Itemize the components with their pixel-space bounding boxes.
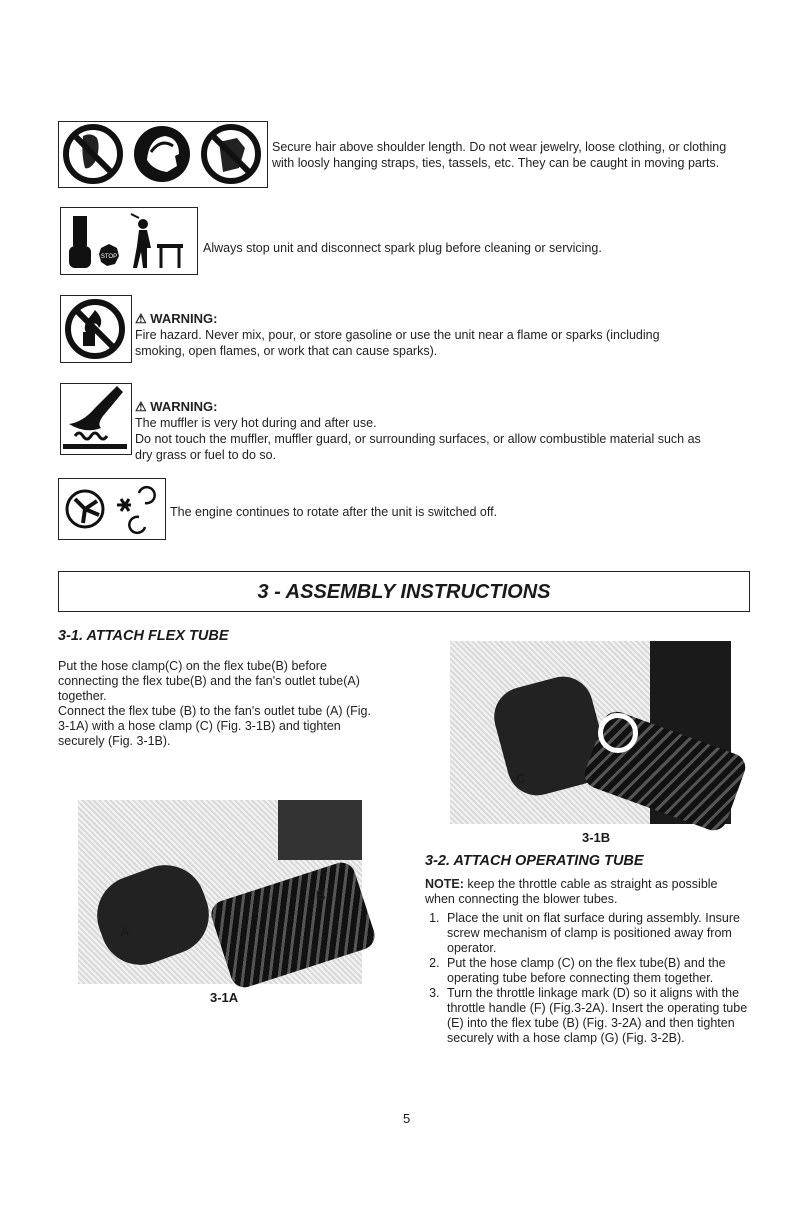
step-1: 1. Place the unit on flat surface during assembly. Insure screw mechanism of clamp is positioned away from operator. <box>443 911 750 956</box>
rotating-fan-icon-box <box>58 478 166 540</box>
step-3: 3. Turn the throttle linkage mark (D) so it aligns with the throttle handle (F) (Fig.3-2A). Insert the operating tube (E) into the flex tube (B) (Fig. 3-2A) and then tighten securely with a hose clamp (G) (Fig. 3-2B). <box>443 986 750 1046</box>
figure-3-1a-caption: 3-1A <box>210 990 239 1005</box>
servicing-text: Always stop unit and disconnect spark plug before cleaning or servicing. <box>203 241 602 255</box>
muffler-warning-heading: ⚠ WARNING: <box>135 399 218 414</box>
servicing-icon-box <box>60 207 198 275</box>
spark-plug-icon <box>69 216 91 268</box>
warning-triangle-icon: ⚠ <box>135 311 147 326</box>
outlet-tube-shape <box>86 854 220 976</box>
rotating-fan-icon <box>59 479 164 538</box>
fig-3-1a-label-b: B <box>316 888 326 903</box>
muffler-warning <box>135 399 715 463</box>
hot-surface-icon-box <box>60 383 132 455</box>
figure-3-1a-photo <box>78 800 362 984</box>
hose-clamp-shape <box>598 713 638 753</box>
engine-rotate-text: The engine continues to rotate after the unit is switched off. <box>170 505 498 519</box>
fig-3-1a-label-a: A <box>120 924 130 939</box>
figure-3-1b-photo <box>450 641 731 824</box>
blower-housing-shape <box>278 800 362 860</box>
fire-warning-heading: ⚠ WARNING: <box>135 311 218 326</box>
no-long-hair-icon <box>134 126 190 182</box>
section-3-2-note <box>425 877 750 907</box>
page-number: 5 <box>403 1111 411 1126</box>
section-3-2-heading: 3-2. ATTACH OPERATING TUBE <box>425 853 644 869</box>
no-loose-clothing-icon <box>66 127 120 181</box>
section-3-1-para1: Put the hose clamp(C) on the flex tube(B) before connecting the flex tube(B) and the fan's outlet tube(A) together. <box>58 659 360 703</box>
warning-triangle-icon: ⚠ <box>135 399 147 414</box>
figure-3-1b-caption: 3-1B <box>582 830 611 845</box>
muffler-warning-line2: Do not touch the muffler, muffler guard, or surrounding surfaces, or allow combustible material such as dry grass or fuel to do so. <box>135 432 701 462</box>
svg-text:STOP: STOP <box>100 254 118 260</box>
clothing-hazard-icon-box <box>58 121 268 188</box>
flex-tube-shape <box>208 859 378 991</box>
fire-warning <box>135 311 695 359</box>
section-3-1-para2: Connect the flex tube (B) to the fan's outlet tube (A) (Fig. 3-1A) with a hose clamp (C) (Fig. 3-1B) and tighten securely (Fig. 3-1B). <box>58 704 371 748</box>
no-flame-icon <box>61 296 130 361</box>
note-label: NOTE: <box>425 877 464 891</box>
clothing-hazard-text: Secure hair above shoulder length. Do not wear jewelry, loose clothing, or clothing with loosly hanging straps, ties, tassels, etc. They can be caught in moving parts. <box>272 140 727 170</box>
section-title: 3 - ASSEMBLY INSTRUCTIONS <box>58 571 750 612</box>
servicing-person-icon <box>131 214 183 268</box>
fig-3-1b-label-c: C <box>516 771 526 786</box>
section-3-2-steps <box>425 911 750 1046</box>
section-3-1-heading: 3-1. ATTACH FLEX TUBE <box>58 628 229 644</box>
step-2: 2. Put the hose clamp (C) on the flex tube(B) and the operating tube before connecting them together. <box>443 956 750 986</box>
muffler-warning-line1: The muffler is very hot during and after use. <box>135 416 377 430</box>
no-jewelry-icon <box>204 127 258 181</box>
note-text: keep the throttle cable as straight as possible when connecting the blower tubes. <box>425 877 718 906</box>
no-flame-icon-box <box>60 295 132 363</box>
fire-warning-text: Fire hazard. Never mix, pour, or store gasoline or use the unit near a flame or sparks (including smoking, open flames, or work that can cause sparks). <box>135 328 660 358</box>
stop-icon <box>99 244 119 266</box>
hot-surface-icon <box>61 384 130 453</box>
section-3-1-body <box>58 659 376 749</box>
